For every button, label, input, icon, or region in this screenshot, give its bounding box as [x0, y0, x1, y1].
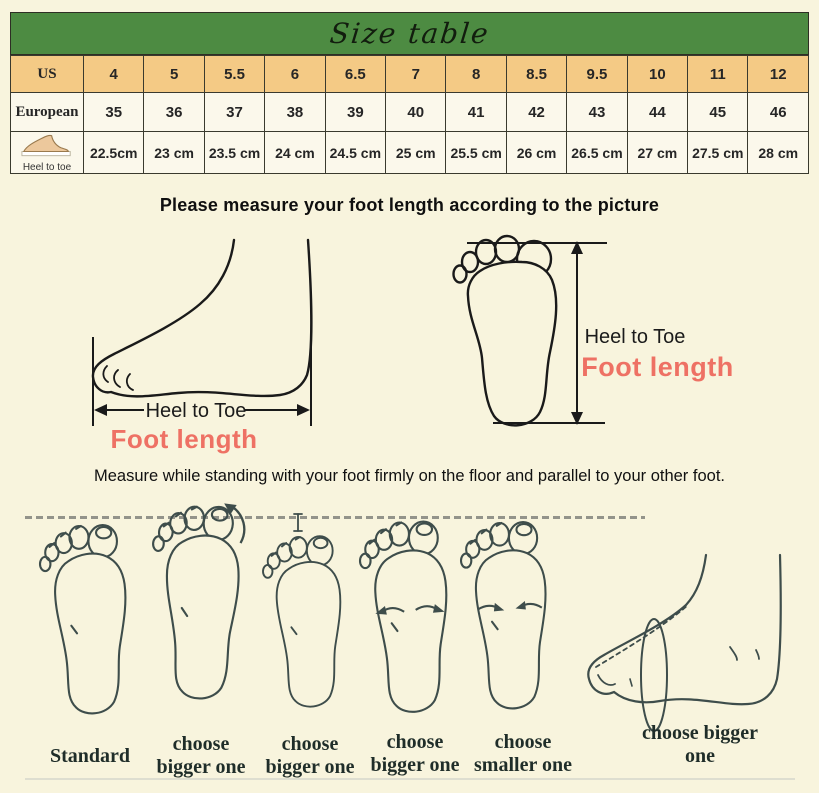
eu-size-cell: 43: [567, 93, 627, 132]
eu-size-cell: 39: [325, 93, 385, 132]
european-size-row: [11, 93, 809, 132]
fit-guide-label: choose bigger one: [265, 733, 355, 778]
us-size-cell: 8.5: [506, 56, 566, 93]
us-size-cell: 8: [446, 56, 506, 93]
cm-size-cell: 22.5cm: [84, 132, 144, 174]
side-view-foot-length-label: Foot length: [110, 424, 258, 454]
fit-guide-label: choose bigger one: [641, 722, 759, 767]
heel-to-toe-caption: Heel to toe: [22, 162, 72, 173]
us-size-cell: 5: [144, 56, 204, 93]
sole-view-foot-length-label: Foot length: [581, 352, 734, 382]
cm-size-cell: 23 cm: [144, 132, 204, 174]
foot-instep-girth-icon: [584, 553, 796, 738]
us-row-label: US: [11, 56, 84, 93]
eu-size-cell: 41: [446, 93, 506, 132]
fit-guide-label: choose smaller one: [474, 731, 572, 776]
footprint-standard-icon: [40, 520, 135, 722]
us-size-cell: 7: [386, 56, 446, 93]
eu-size-cell: 35: [84, 93, 144, 132]
size-table: [10, 55, 809, 174]
eu-size-cell: 45: [688, 93, 748, 132]
fit-guide-label: choose bigger one: [370, 731, 460, 776]
european-row-label: European: [11, 93, 84, 132]
cm-size-cell: 28 cm: [748, 132, 809, 174]
eu-size-cell: 37: [204, 93, 264, 132]
eu-size-cell: 46: [748, 93, 809, 132]
eu-size-cell: 44: [627, 93, 687, 132]
eu-size-cell: 38: [265, 93, 325, 132]
us-size-cell: 10: [627, 56, 687, 93]
eu-size-cell: 42: [506, 93, 566, 132]
foot-side-icon: [21, 132, 73, 158]
cm-size-cell: 26.5 cm: [567, 132, 627, 174]
heel-to-toe-row: [11, 132, 809, 174]
us-size-cell: 4: [84, 56, 144, 93]
cm-size-cell: 27 cm: [627, 132, 687, 174]
footprint-wide-icon: [360, 516, 456, 721]
eu-size-cell: 40: [386, 93, 446, 132]
bottom-divider: [25, 778, 795, 780]
size-table-header: [10, 12, 809, 55]
cm-size-cell: 25 cm: [386, 132, 446, 174]
footprint-toe-over-line-icon: [145, 499, 253, 710]
us-size-row: [11, 56, 809, 93]
side-view-heel-to-toe-label: Heel to Toe: [145, 400, 247, 422]
footprint-narrow-icon: [461, 514, 555, 720]
us-size-cell: 6.5: [325, 56, 385, 93]
us-size-cell: 5.5: [204, 56, 264, 93]
fit-guide-label: Standard: [49, 745, 131, 767]
cm-size-cell: 23.5 cm: [204, 132, 264, 174]
cm-size-cell: 26 cm: [506, 132, 566, 174]
heel-to-toe-row-label: [11, 132, 84, 174]
fit-guide-label: choose bigger one: [156, 733, 246, 778]
eu-size-cell: 36: [144, 93, 204, 132]
cm-size-cell: 25.5 cm: [446, 132, 506, 174]
cm-size-cell: 27.5 cm: [688, 132, 748, 174]
us-size-cell: 11: [688, 56, 748, 93]
us-size-cell: 6: [265, 56, 325, 93]
footprint-toe-gap-icon: [263, 529, 349, 717]
standing-measure-note: Measure while standing with your foot firmly on the floor and parallel to your other foot.: [94, 467, 725, 485]
cm-size-cell: 24 cm: [265, 132, 325, 174]
sole-view-heel-to-toe-label: Heel to Toe: [584, 326, 686, 348]
us-size-cell: 12: [748, 56, 809, 93]
cm-size-cell: 24.5 cm: [325, 132, 385, 174]
size-table-title: Size table: [327, 17, 492, 50]
us-size-cell: 9.5: [567, 56, 627, 93]
measure-instruction-title: Please measure your foot length according to the picture: [159, 195, 660, 215]
